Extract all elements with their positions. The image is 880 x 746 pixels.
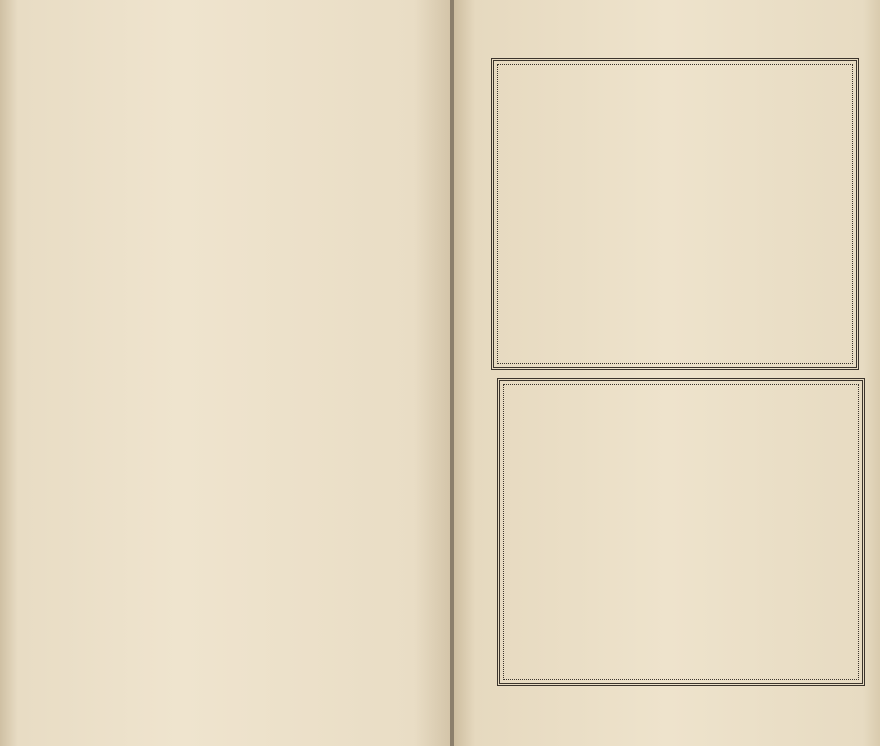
- hardware-advert: [497, 378, 865, 686]
- pharmacy-advert: [491, 58, 859, 370]
- right-page: [454, 0, 880, 746]
